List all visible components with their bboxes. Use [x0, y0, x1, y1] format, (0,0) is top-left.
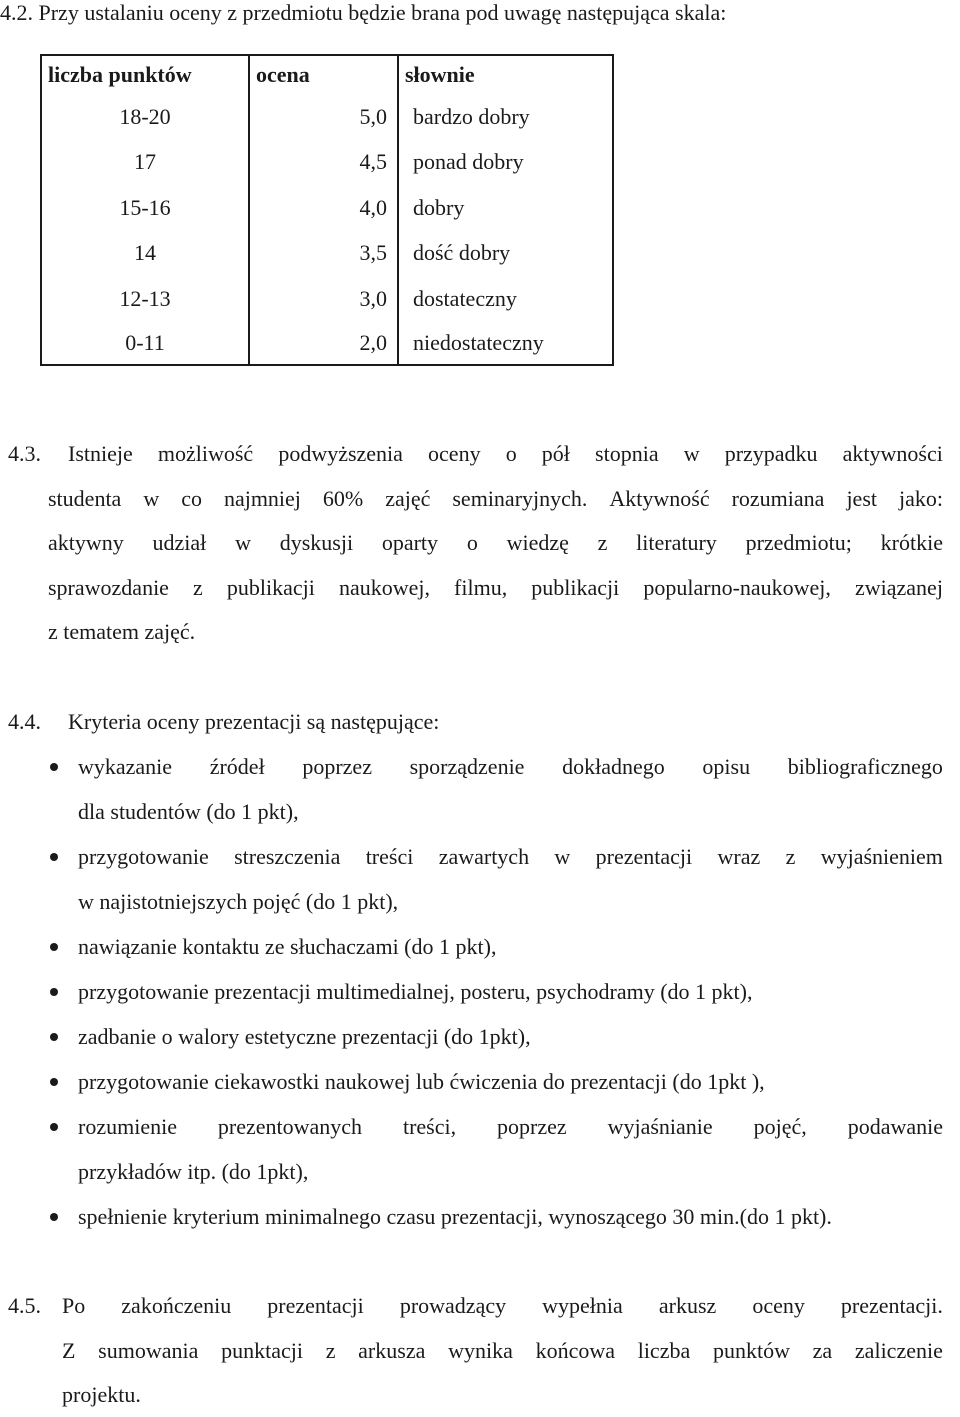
word: zaliczenie — [854, 1338, 943, 1363]
word: co — [181, 486, 202, 511]
word: wykazanie — [78, 754, 173, 779]
word: o — [505, 441, 517, 466]
section-4-3-line: z tematem zajęć. — [48, 619, 196, 644]
cell-grade: 5,0 — [249, 94, 398, 140]
section-4-2-heading: 4.2. Przy ustalaniu oceny z przedmiotu będzie brana pod uwagę następująca skala: — [0, 0, 727, 25]
cell-words: niedostateczny — [398, 322, 613, 365]
cell-grade: 4,5 — [249, 140, 398, 186]
criteria-item-continuation: dla studentów (do 1 pkt), — [78, 799, 299, 824]
criteria-item — [78, 754, 943, 780]
word: arkusza — [358, 1338, 426, 1363]
word: studenta — [48, 486, 122, 511]
section-4-3-line — [48, 575, 943, 601]
word: rozumiana — [731, 486, 825, 511]
word: prowadzący — [399, 1293, 507, 1318]
cell-points: 15-16 — [119, 194, 171, 220]
word: arkusz — [658, 1293, 717, 1318]
word: z — [597, 530, 608, 555]
word: przypadku — [724, 441, 818, 466]
bullet-icon — [50, 1033, 58, 1041]
word: w — [554, 844, 571, 869]
section-4-5-line: projektu. — [62, 1382, 141, 1407]
section-4-4-number: 4.4. — [8, 709, 41, 734]
word: zakończeniu — [121, 1293, 232, 1318]
word: w — [683, 441, 700, 466]
word: w — [235, 530, 251, 555]
column-header-points: liczba punktów — [48, 62, 192, 87]
word: źródeł — [209, 754, 265, 779]
word: pół — [541, 441, 570, 466]
word: wynika — [448, 1338, 513, 1363]
word: aktywności — [842, 441, 943, 466]
bullet-icon — [50, 1078, 58, 1086]
word: w — [143, 486, 160, 511]
word: popularno-naukowej, — [643, 575, 831, 600]
cell-points: 17 — [134, 149, 156, 175]
table-row — [41, 322, 613, 365]
word: przygotowanie — [78, 844, 209, 869]
section-4-5-line — [62, 1338, 943, 1364]
section-4-3-line — [48, 486, 943, 512]
word: prezentacji. — [840, 1293, 943, 1318]
section-4-4-heading: Kryteria oceny prezentacji są następujące: — [68, 709, 440, 734]
column-header-grade: ocena — [249, 55, 398, 94]
word: związanej — [855, 575, 943, 600]
word: publikacji — [531, 575, 620, 600]
section-4-5-number: 4.5. — [8, 1293, 41, 1318]
cell-grade: 3,0 — [249, 276, 398, 322]
word: podwyższenia — [278, 441, 403, 466]
word: wraz — [717, 844, 761, 869]
word: prezentacji — [595, 844, 693, 869]
word: krótkie — [880, 530, 943, 555]
grading-scale-table — [40, 54, 614, 366]
word: prezentowanych — [217, 1114, 363, 1139]
word: końcowa — [535, 1338, 615, 1363]
word: Aktywność — [609, 486, 710, 511]
word: wyjaśnianie — [607, 1114, 713, 1139]
word: dokładnego — [562, 754, 665, 779]
word: aktywny — [48, 530, 124, 555]
word: poprzez — [497, 1114, 567, 1139]
cell-grade: 3,5 — [249, 231, 398, 277]
word: bibliograficznego — [787, 754, 943, 779]
criteria-item: spełnienie kryterium minimalnego czasu prezentacji, wynoszącego 30 min.(do 1 pkt). — [78, 1204, 832, 1229]
word: seminaryjnych. — [452, 486, 588, 511]
criteria-item-continuation: w najistotniejszych pojęć (do 1 pkt), — [78, 889, 399, 914]
word: naukowej, — [338, 575, 430, 600]
word: streszczenia — [234, 844, 341, 869]
word: jako: — [898, 486, 943, 511]
word: pojęć, — [753, 1114, 807, 1139]
word: jest — [846, 486, 877, 511]
bullet-icon — [50, 988, 58, 996]
word: treści, — [402, 1114, 457, 1139]
criteria-item — [78, 844, 943, 870]
table-row — [41, 94, 613, 140]
word: możliwość — [157, 441, 254, 466]
word: z — [193, 575, 203, 600]
word: z — [325, 1338, 336, 1363]
word: poprzez — [302, 754, 372, 779]
word: publikacji — [226, 575, 315, 600]
word: z — [785, 844, 796, 869]
word: zajęć — [385, 486, 431, 511]
bullet-icon — [50, 1123, 58, 1131]
bullet-icon — [50, 763, 58, 771]
word: Istnieje — [68, 441, 133, 466]
word: wiedzę — [506, 530, 569, 555]
word: dyskusji — [279, 530, 354, 555]
cell-points: 14 — [134, 240, 156, 266]
word: punktacji — [221, 1338, 303, 1363]
word: treści — [365, 844, 414, 869]
cell-words: dostateczny — [398, 276, 613, 322]
table-row — [41, 276, 613, 322]
word: za — [812, 1338, 833, 1363]
criteria-item: zadbanie o walory estetyczne prezentacji (do 1pkt), — [78, 1024, 531, 1049]
section-4-3-number: 4.3. — [8, 441, 41, 466]
criteria-item: przygotowanie prezentacji multimedialnej, posteru, psychodramy (do 1 pkt), — [78, 979, 753, 1004]
table-row — [41, 231, 613, 277]
bullet-icon — [50, 943, 58, 951]
word: sporządzenie — [409, 754, 525, 779]
word: wyjaśnieniem — [820, 844, 943, 869]
word: punktów — [712, 1338, 790, 1363]
section-4-3-line — [48, 530, 943, 556]
criteria-item-continuation: przykładów itp. (do 1pkt), — [78, 1159, 309, 1184]
column-header-words: słownie — [398, 55, 613, 94]
table-header-row — [41, 55, 613, 94]
cell-grade: 4,0 — [249, 185, 398, 231]
word: o — [466, 530, 478, 555]
word: liczba — [637, 1338, 691, 1363]
cell-words: dość dobry — [398, 231, 613, 277]
word: oparty — [381, 530, 439, 555]
word: Po — [62, 1293, 86, 1318]
criteria-item — [78, 1114, 943, 1140]
cell-points: 18-20 — [119, 103, 171, 129]
word: oceny — [752, 1293, 805, 1318]
word: stopnia — [595, 441, 659, 466]
word: rozumienie — [78, 1114, 177, 1139]
word: literatury — [636, 530, 717, 555]
word: udział — [152, 530, 207, 555]
word: filmu, — [454, 575, 508, 600]
cell-words: ponad dobry — [398, 140, 613, 186]
word: najmniej — [223, 486, 301, 511]
cell-words: dobry — [398, 185, 613, 231]
word: zawartych — [438, 844, 530, 869]
word: Z — [62, 1338, 76, 1363]
table-row — [41, 140, 613, 186]
word: wypełnia — [542, 1293, 623, 1318]
section-4-3-line — [68, 441, 943, 467]
bullet-icon — [50, 1213, 58, 1221]
table-row — [41, 185, 613, 231]
word: sumowania — [98, 1338, 199, 1363]
criteria-item: przygotowanie ciekawostki naukowej lub ćwiczenia do prezentacji (do 1pkt ), — [78, 1069, 765, 1094]
word: oceny — [428, 441, 481, 466]
word: podawanie — [847, 1114, 943, 1139]
cell-points: 0-11 — [125, 329, 165, 355]
cell-points: 12-13 — [119, 285, 171, 311]
word: prezentacji — [267, 1293, 364, 1318]
word: przedmiotu; — [745, 530, 852, 555]
section-4-5-line — [62, 1293, 943, 1319]
word: 60% — [322, 486, 364, 511]
word: sprawozdanie — [48, 575, 169, 600]
cell-words: bardzo dobry — [398, 94, 613, 140]
cell-grade: 2,0 — [249, 322, 398, 365]
bullet-icon — [50, 853, 58, 861]
criteria-item: nawiązanie kontaktu ze słuchaczami (do 1 pkt), — [78, 934, 497, 959]
word: opisu — [702, 754, 751, 779]
